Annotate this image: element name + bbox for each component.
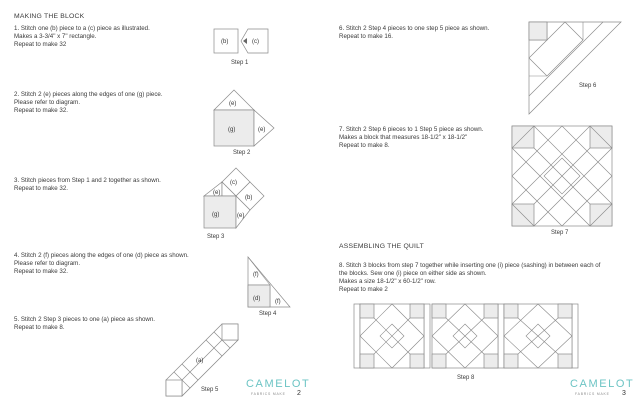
step8-sashing-mid2: [498, 304, 504, 368]
camelot-logo-left: CAMELOT: [246, 378, 311, 390]
step2-piece-e-top: [214, 90, 254, 110]
step6-diagram: [527, 20, 627, 116]
step3-text-2: Repeat to make 32.: [14, 185, 69, 192]
step3-piece-g: [204, 196, 236, 228]
step8-block-1: [360, 304, 424, 368]
step4-piece-f2-label: (f): [275, 299, 281, 305]
step8-block-2: [432, 304, 498, 368]
step3-label: Step 3: [207, 234, 225, 240]
step8-sashing-mid1: [424, 304, 430, 368]
camelot-logo-right: CAMELOT: [570, 378, 635, 390]
step2-diagram: [210, 88, 280, 150]
step4-text-3: Repeat to make 32.: [14, 268, 69, 275]
page-number-left: 2: [297, 390, 301, 397]
step7-text-2: Makes a block that measures 18-1/2" x 18-1/2": [339, 134, 468, 141]
step6-text-1: 6. Stitch 2 Step 4 pieces to one step 5 piece as shown.: [339, 25, 490, 32]
step5-text-2: Repeat to make 8.: [14, 324, 65, 331]
step8-text-3: Makes a size 18-1/2" x 60-1/2" row.: [339, 278, 436, 285]
step8-text-2: the blocks. Sew one (i) piece on either side as shown.: [339, 270, 487, 277]
step2-label: Step 2: [233, 150, 251, 156]
step3-diagram: [200, 166, 272, 232]
step7-text-3: Repeat to make 8.: [339, 142, 390, 149]
step1-text-2: Makes a 3-3/4" x 7" rectangle.: [14, 33, 97, 40]
camelot-tagline-right: FABRICS MAKE: [575, 392, 610, 396]
left-heading: MAKING THE BLOCK: [14, 13, 85, 20]
step7-text-1: 7. Stitch 2 Step 6 pieces to 1 Step 5 piece as shown.: [339, 126, 484, 133]
step5-text-1: 5. Stitch 2 Step 3 pieces to one (a) piece as shown.: [14, 316, 156, 323]
step3-piece-e1-label: (e): [213, 190, 221, 196]
step4-label: Step 4: [259, 311, 277, 317]
step4-text-1: 4. Stitch 2 (f) pieces along the edges of one (d) piece as shown.: [14, 252, 189, 259]
step8-sashing-left: [354, 304, 360, 368]
step3-piece-g-label: (g): [212, 212, 220, 218]
step4-piece-f1-label: (f): [253, 272, 259, 278]
page-number-right: 3: [622, 390, 626, 397]
step6-label: Step 6: [579, 83, 597, 89]
step1-piece-b-label: (b): [221, 39, 229, 45]
step6-corner-square: [529, 22, 547, 40]
step3-text-1: 3. Stitch pieces from Step 1 and 2 together as shown.: [14, 177, 161, 184]
step3-piece-b-label: (b): [245, 195, 253, 201]
step8-block-3: [504, 304, 572, 368]
step4-piece-d-label: (d): [253, 296, 261, 302]
step2-text-2: Please refer to diagram.: [14, 99, 81, 106]
step8-text-4: Repeat to make 2: [339, 286, 388, 293]
step7-label: Step 7: [551, 230, 569, 236]
step1-label: Step 1: [231, 60, 249, 66]
step2-piece-e2-label: (e): [258, 127, 266, 133]
step8-row: [352, 302, 584, 372]
step2-text-1: 2. Stitch 2 (e) pieces along the edges of one (g) piece.: [14, 91, 163, 98]
step3-piece-e2-label: (e): [237, 213, 245, 219]
step6-text-2: Repeat to make 16.: [339, 33, 394, 40]
step3-piece-c-label: (c): [230, 180, 237, 186]
step5-corner-bottom: [166, 380, 182, 396]
step2-piece-g-label: (g): [228, 127, 236, 133]
step4-diagram: [244, 255, 294, 310]
camelot-tagline-left: FABRICS MAKE: [251, 392, 286, 396]
right-heading: ASSEMBLING THE QUILT: [339, 243, 424, 250]
step2-piece-e1-label: (e): [229, 101, 237, 107]
step7-block: [510, 124, 614, 228]
step2-text-3: Repeat to make 32.: [14, 107, 69, 114]
step1-piece-c-label: (c): [252, 39, 259, 45]
step8-label: Step 8: [457, 375, 475, 381]
step5-corner-top: [222, 324, 238, 340]
step8-text-1: 8. Stitch 3 blocks from step 7 together while inserting one (i) piece (sashing) in between each of: [339, 262, 601, 269]
step5-label: Step 5: [201, 387, 219, 393]
step1-text-1: 1. Stitch one (b) piece to a (c) piece as illustrated.: [14, 25, 150, 32]
step5-piece-a-label: (a): [196, 358, 204, 364]
step1-text-3: Repeat to make 32: [14, 41, 67, 48]
step8-sashing-right: [572, 304, 578, 368]
step1-diagram: [212, 27, 272, 57]
step4-text-2: Please refer to diagram.: [14, 260, 81, 267]
